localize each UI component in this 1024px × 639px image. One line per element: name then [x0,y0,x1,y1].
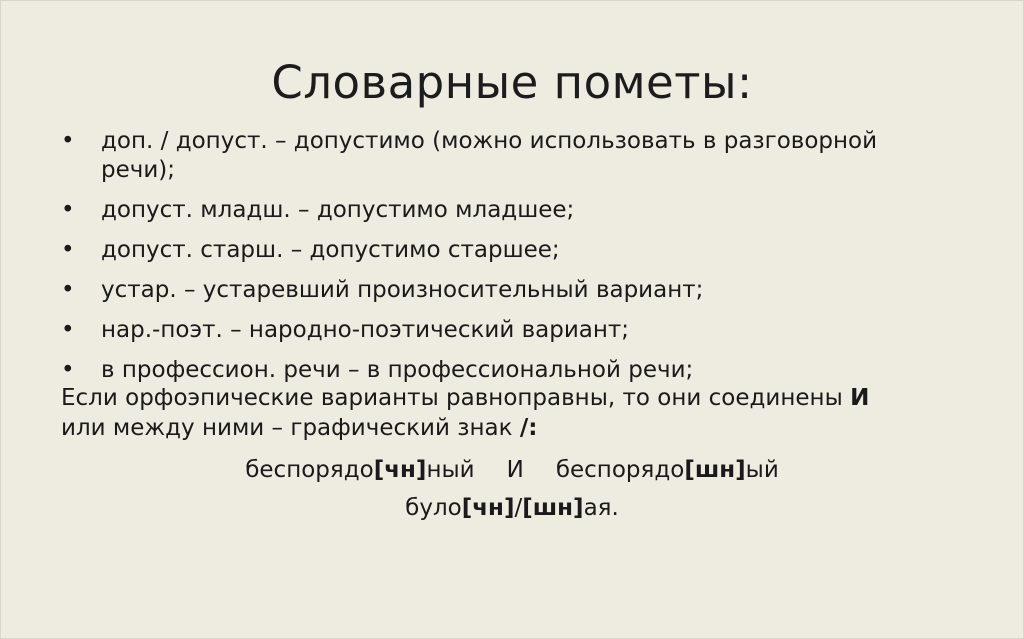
list-item [61,196,981,225]
example-word-a-sound: [чн] [373,457,427,483]
bullet-icon: • [61,357,75,383]
list-item [61,236,981,265]
list-item-text: устар. – устаревший произносительный вариант; [101,277,704,303]
list-item-text: допуст. старш. – допустимо старшее; [101,237,560,263]
list-item [61,356,981,385]
paragraph-text-2: или между ними – графический знак [61,415,520,441]
example-line-2 [1,493,1023,523]
list-item-text: нар.-поэт. – народно-поэтический вариант; [101,317,630,343]
equal-variants-paragraph [61,383,991,443]
list-item-text-continued: речи); [101,157,176,183]
list-item-text: допуст. младш. – допустимо младшее; [101,197,575,223]
list-item-text: в профессион. речи – в профессиональной речи; [101,357,694,383]
bullet-list [61,127,981,396]
example-word-a-prefix: беспорядо [245,457,374,483]
example-line-1 [1,455,1023,485]
list-item-text: доп. / допуст. – допустимо (можно использовать в разговорной [101,128,878,154]
list-item [61,316,981,345]
list-item [61,276,981,305]
example2-suffix: ая. [583,495,619,521]
list-item [61,127,981,185]
example-word-a-suffix: ный [426,457,475,483]
paragraph-bold-slash: /: [519,415,538,441]
bullet-icon: • [61,128,75,154]
example2-sound-1: [чн] [461,495,515,521]
paragraph-text-1: Если орфоэпические варианты равноправны, то они соединены [61,385,851,411]
bullet-icon: • [61,197,75,223]
example2-prefix: було [405,495,462,521]
bullet-icon: • [61,237,75,263]
bullet-icon: • [61,277,75,303]
example-conjunction: И [506,457,524,483]
paragraph-bold-conjunction: И [850,385,870,411]
example2-slash: / [514,495,523,521]
slide-title: Словарные пометы: [271,56,753,109]
example-word-b-suffix: ый [745,457,779,483]
example-word-b-prefix: беспорядо [555,457,685,483]
example2-sound-2: [шн] [522,495,584,521]
bullet-icon: • [61,317,75,343]
example-word-b-sound: [шн] [684,457,746,483]
